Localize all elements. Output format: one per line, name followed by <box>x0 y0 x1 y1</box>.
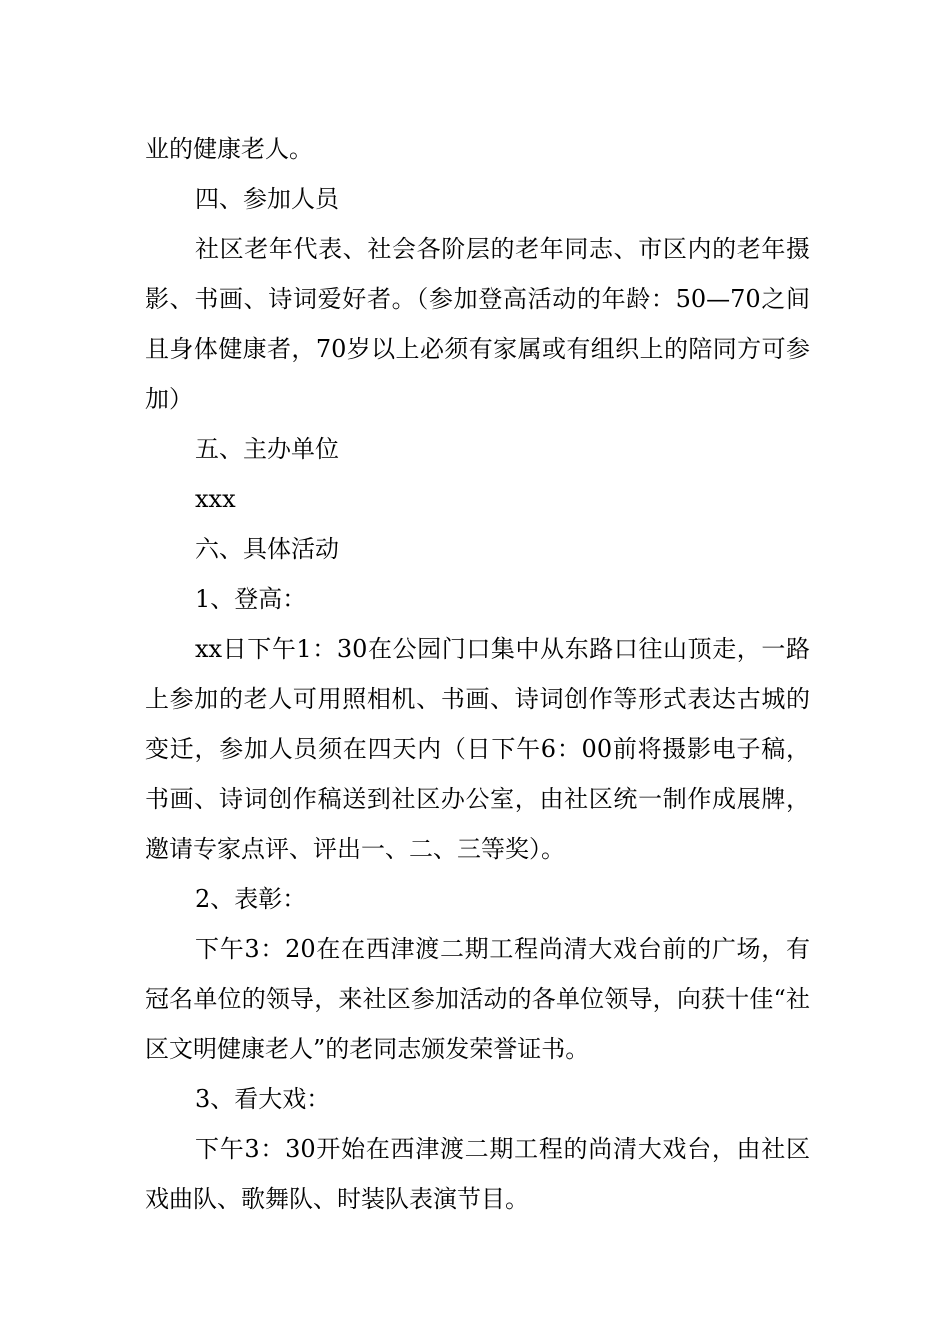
paragraph-organizer: xxx <box>195 485 236 513</box>
paragraph-opera: 下午3：30开始在西津渡二期工程的尚清大戏台，由社区戏曲队、歌舞队、时装队表演节目。 <box>145 1135 810 1213</box>
section-heading-activities: 六、具体活动 <box>195 535 339 563</box>
section-heading-participants: 四、参加人员 <box>195 185 339 213</box>
paragraph-participants: 社区老年代表、社会各阶层的老年同志、市区内的老年摄影、书画、诗词爱好者。（参加登高活动的年龄：50—70之间且身体健康者，70岁以上必须有家属或有组织上的陪同方可参加） <box>145 235 810 413</box>
subheading-opera: 3、看大戏： <box>195 1085 331 1113</box>
subheading-commendation: 2、表彰： <box>195 885 307 913</box>
paragraph-climbing: xx日下午1：30在公园门口集中从东路口往山顶走，一路上参加的老人可用照相机、书画、诗词创作等形式表达古城的变迁，参加人员须在四天内（日下午6：00前将摄影电子稿，书画、诗词创作稿送到社区办公室，由社区统一制作成展牌，邀请专家点评、评出一、二、三等奖）。 <box>145 635 810 863</box>
subheading-climbing: 1、登高： <box>195 585 307 613</box>
document-body <box>145 124 810 1224</box>
section-heading-organizer: 五、主办单位 <box>195 435 339 463</box>
paragraph-commendation: 下午3：20在在西津渡二期工程尚清大戏台前的广场，有冠名单位的领导，来社区参加活动的各单位领导，向获十佳“社区文明健康老人”的老同志颁发荣誉证书。 <box>145 935 810 1063</box>
paragraph-1: 业的健康老人。 <box>145 135 313 163</box>
